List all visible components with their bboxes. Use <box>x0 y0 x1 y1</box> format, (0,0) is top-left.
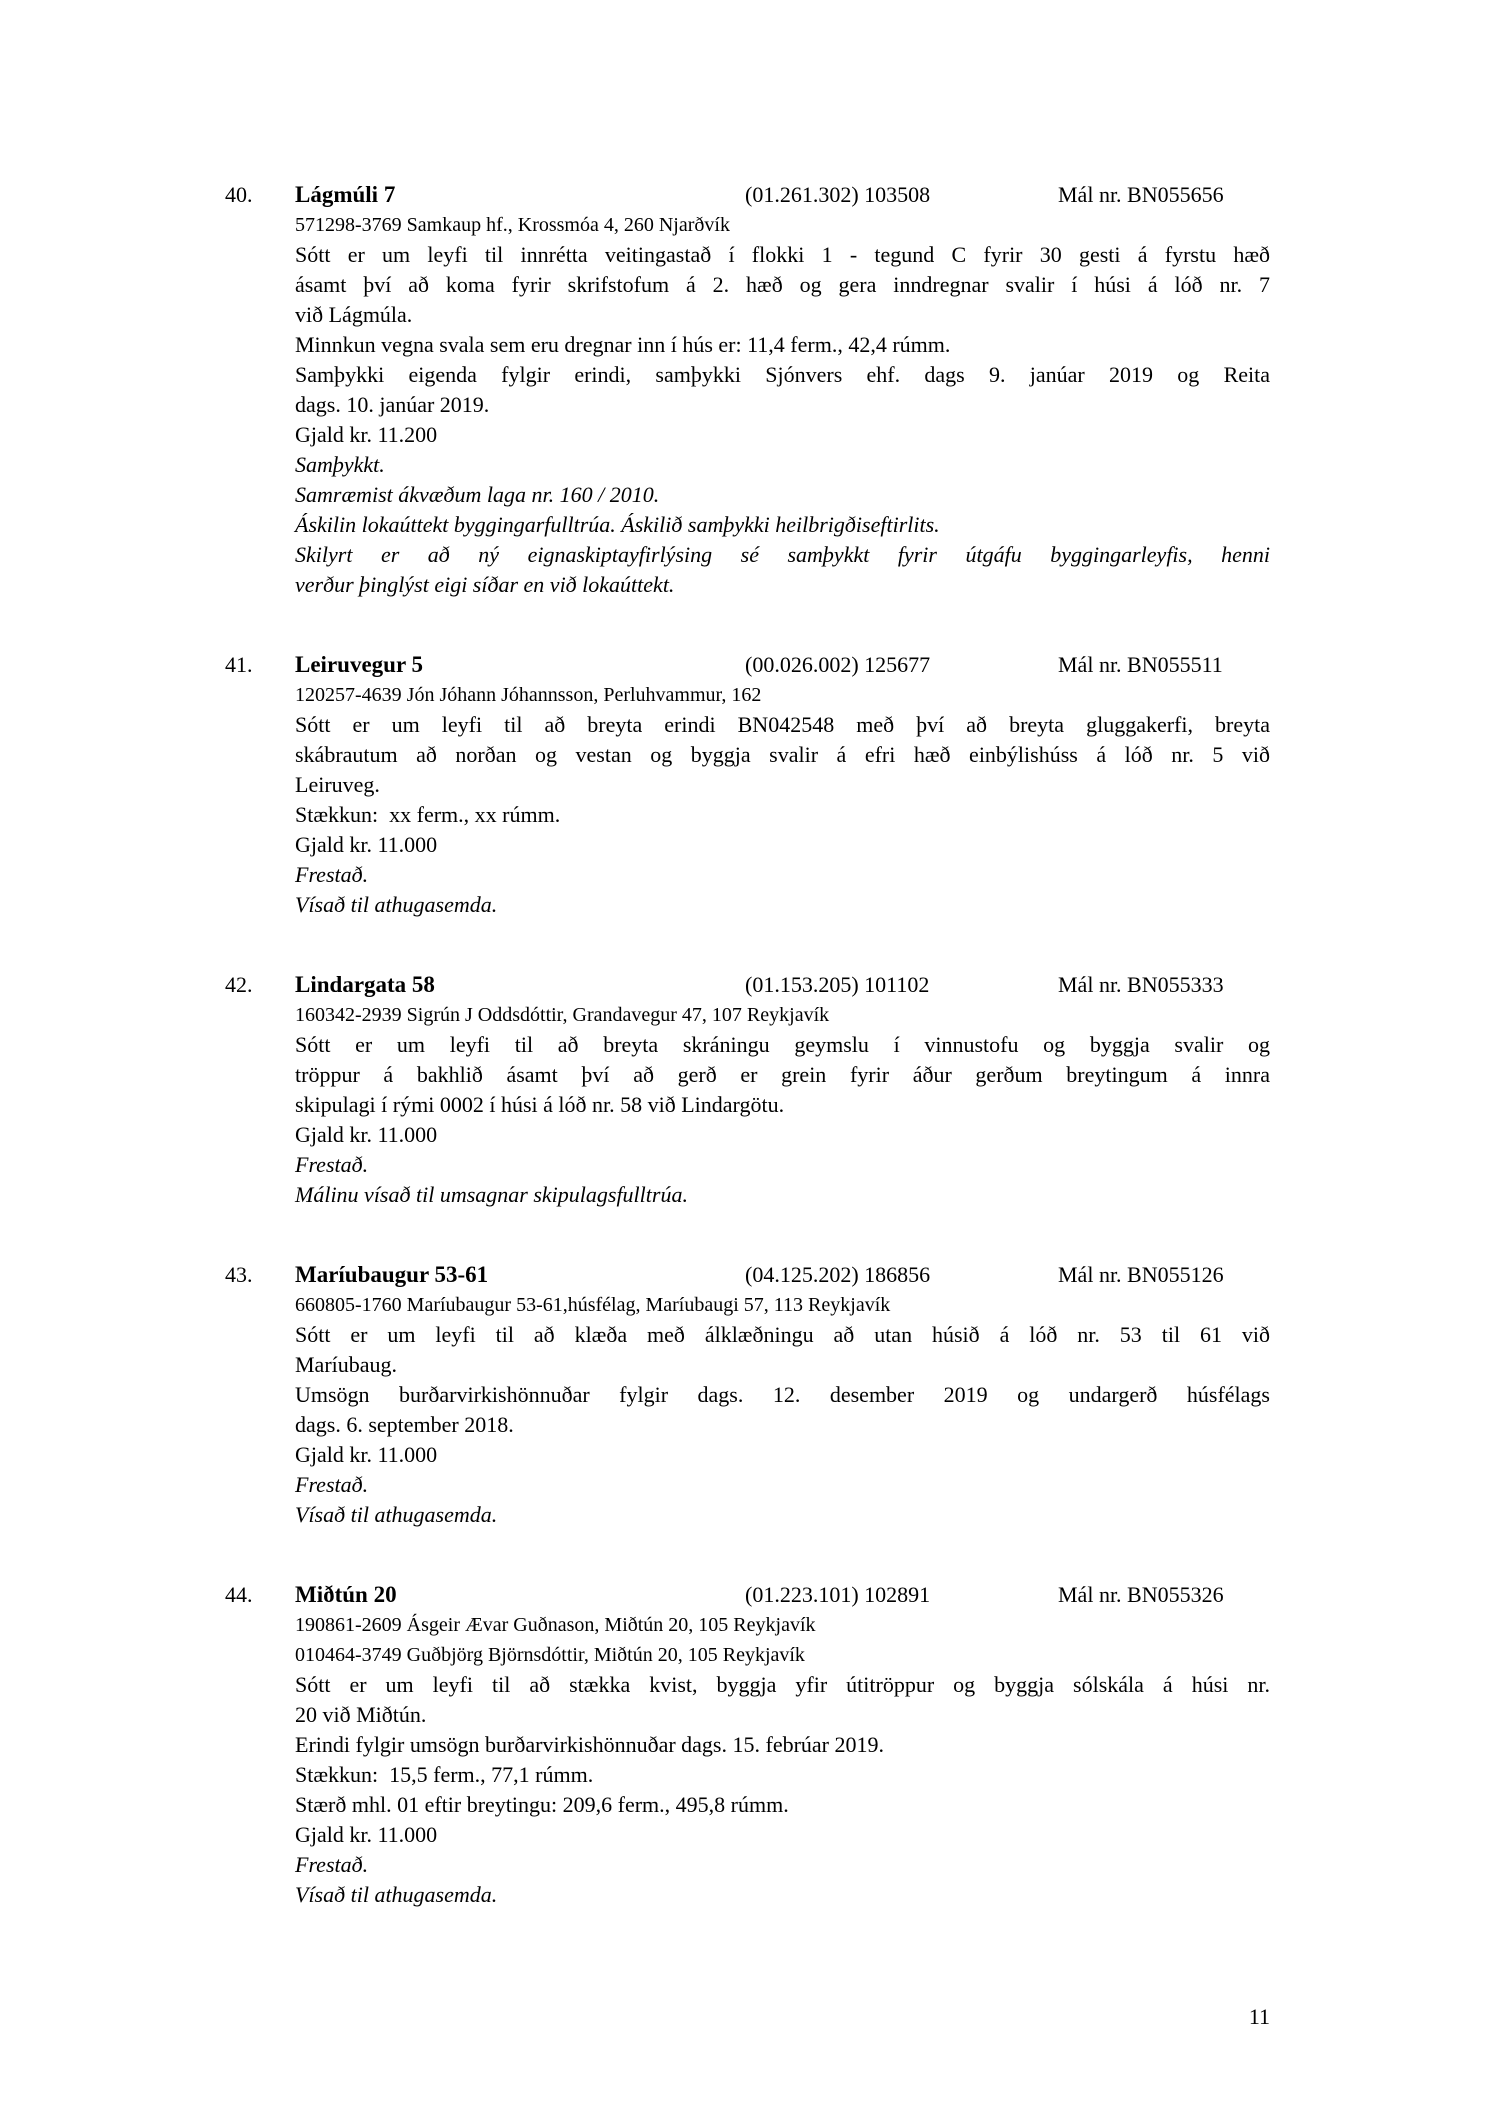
item-address: Miðtún 20 <box>295 1582 397 1607</box>
item-address: Leiruvegur 5 <box>295 652 423 677</box>
text-line: Sótt er um leyfi til að breyta skráningu geymslu í vinnustofu og byggja svalir og <box>295 1032 1270 1057</box>
result-line: Vísað til athugasemda. <box>295 892 498 917</box>
item-address: Maríubaugur 53-61 <box>295 1262 489 1287</box>
agenda-item-44 <box>225 1580 1270 1910</box>
text-line: skipulagi í rými 0002 í húsi á lóð nr. 58 við Lindargötu. <box>295 1092 785 1117</box>
item-header <box>225 1580 1270 1610</box>
owner-line: 571298-3769 Samkaup hf., Krossmóa 4, 260 Njarðvík <box>295 214 730 236</box>
item-reference: (01.153.205) 101102 <box>745 972 930 997</box>
text-line: skábrautum að norðan og vestan og byggja svalir á efri hæð einbýlishúss á lóð nr. 5 við <box>295 742 1270 767</box>
item-reference: (01.223.101) 102891 <box>745 1582 931 1607</box>
agenda-item-43 <box>225 1260 1270 1530</box>
text-line: Maríubaug. <box>295 1352 398 1377</box>
agenda-item-40 <box>225 180 1270 600</box>
owner-line: 010464-3749 Guðbjörg Björnsdóttir, Miðtún 20, 105 Reykjavík <box>295 1644 805 1666</box>
text-line: 20 við Miðtún. <box>295 1702 427 1727</box>
text-line: tröppur á bakhlið ásamt því að gerð er grein fyrir áður gerðum breytingum á innra <box>295 1062 1270 1087</box>
text-line: Gjald kr. 11.000 <box>295 1822 438 1847</box>
item-address: Lindargata 58 <box>295 972 435 997</box>
text-line: Sótt er um leyfi til að stækka kvist, byggja yfir útitröppur og byggja sólskála á húsi nr. <box>295 1672 1270 1697</box>
item-address: Lágmúli 7 <box>295 182 396 207</box>
page-number: 11 <box>1248 2004 1270 2029</box>
text-line: Leiruveg. <box>295 772 380 797</box>
text-line: Sótt er um leyfi til að klæða með álklæðningu að utan húsið á lóð nr. 53 til 61 við <box>295 1322 1270 1347</box>
text-line: ásamt því að koma fyrir skrifstofum á 2. hæð og gera inndregnar svalir í húsi á lóð nr. 7 <box>295 272 1270 297</box>
item-header <box>225 1260 1270 1290</box>
text-line: Sótt er um leyfi til að breyta erindi BN042548 með því að breyta gluggakerfi, breyta <box>295 712 1270 737</box>
item-header <box>225 180 1270 210</box>
result-line: Samræmist ákvæðum laga nr. 160 / 2010. <box>295 482 660 507</box>
result-line: verður þinglýst eigi síðar en við lokaúttekt. <box>295 572 675 597</box>
text-line: Stærð mhl. 01 eftir breytingu: 209,6 ferm., 495,8 rúmm. <box>295 1792 789 1817</box>
text-line: Gjald kr. 11.000 <box>295 1122 438 1147</box>
item-number: 44. <box>225 1582 253 1607</box>
text-line: Sótt er um leyfi til innrétta veitingastað í flokki 1 - tegund C fyrir 30 gesti á fyrstu hæð <box>295 242 1270 267</box>
text-line: Gjald kr. 11.000 <box>295 1442 438 1467</box>
text-line: Stækkun: 15,5 ferm., 77,1 rúmm. <box>295 1762 594 1787</box>
text-line: við Lágmúla. <box>295 302 413 327</box>
agenda-item-41 <box>225 650 1270 920</box>
item-header <box>225 970 1270 1000</box>
item-case-number: Mál nr. BN055333 <box>1058 972 1224 997</box>
item-case-number: Mál nr. BN055511 <box>1058 652 1223 677</box>
owner-line: 160342-2939 Sigrún J Oddsdóttir, Grandavegur 47, 107 Reykjavík <box>295 1004 830 1026</box>
agenda-item-42 <box>225 970 1270 1210</box>
result-line: Vísað til athugasemda. <box>295 1502 498 1527</box>
item-reference: (00.026.002) 125677 <box>745 652 931 677</box>
item-case-number: Mál nr. BN055656 <box>1058 182 1224 207</box>
item-number: 42. <box>225 972 253 997</box>
result-line: Frestað. <box>295 1852 369 1877</box>
result-line: Áskilin lokaúttekt byggingarfulltrúa. Áskilið samþykki heilbrigðiseftirlits. <box>295 512 940 537</box>
result-line: Vísað til athugasemda. <box>295 1882 498 1907</box>
owner-line: 190861-2609 Ásgeir Ævar Guðnason, Miðtún 20, 105 Reykjavík <box>295 1614 816 1636</box>
owner-line: 660805-1760 Maríubaugur 53-61,húsfélag, Maríubaugi 57, 113 Reykjavík <box>295 1294 891 1316</box>
text-line: Stækkun: xx ferm., xx rúmm. <box>295 802 561 827</box>
result-line: Frestað. <box>295 1152 369 1177</box>
text-line: dags. 10. janúar 2019. <box>295 392 490 417</box>
item-reference: (01.261.302) 103508 <box>745 182 931 207</box>
text-line: Umsögn burðarvirkishönnuðar fylgir dags. 12. desember 2019 og undargerð húsfélags <box>295 1382 1270 1407</box>
item-number: 40. <box>225 182 253 207</box>
item-case-number: Mál nr. BN055326 <box>1058 1582 1224 1607</box>
text-line: Gjald kr. 11.200 <box>295 422 438 447</box>
item-number: 41. <box>225 652 253 677</box>
text-line: Samþykki eigenda fylgir erindi, samþykki Sjónvers ehf. dags 9. janúar 2019 og Reita <box>295 362 1270 387</box>
result-line: Málinu vísað til umsagnar skipulagsfulltrúa. <box>295 1182 688 1207</box>
text-line: Minnkun vegna svala sem eru dregnar inn í hús er: 11,4 ferm., 42,4 rúmm. <box>295 332 951 357</box>
item-reference: (04.125.202) 186856 <box>745 1262 931 1287</box>
text-line: Gjald kr. 11.000 <box>295 832 438 857</box>
text-line: Erindi fylgir umsögn burðarvirkishönnuðar dags. 15. febrúar 2019. <box>295 1732 884 1757</box>
text-line: dags. 6. september 2018. <box>295 1412 514 1437</box>
result-line: Skilyrt er að ný eignaskiptayfirlýsing sé samþykkt fyrir útgáfu byggingarleyfis, henni <box>295 542 1270 567</box>
item-number: 43. <box>225 1262 253 1287</box>
agenda-items-list <box>225 180 1270 1960</box>
result-line: Frestað. <box>295 862 369 887</box>
item-header <box>225 650 1270 680</box>
result-line: Samþykkt. <box>295 452 385 477</box>
owner-line: 120257-4639 Jón Jóhann Jóhannsson, Perluhvammur, 162 <box>295 684 762 706</box>
item-case-number: Mál nr. BN055126 <box>1058 1262 1224 1287</box>
result-line: Frestað. <box>295 1472 369 1497</box>
